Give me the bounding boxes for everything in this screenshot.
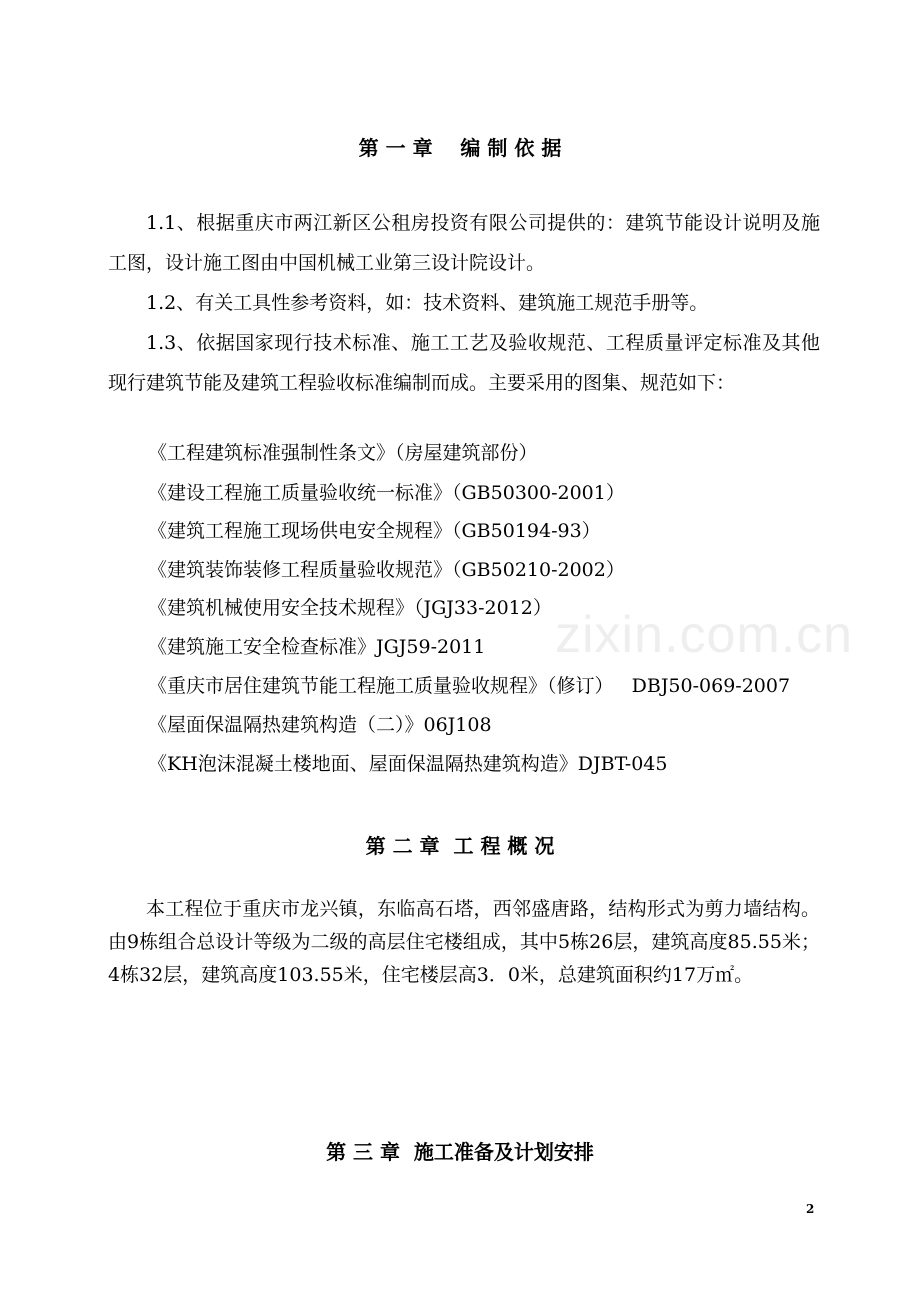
chapter-2-heading: 第 二 章 工 程 概 况 (365, 834, 555, 858)
reference-item: 《工程建筑标准强制性条文》（房屋建筑部份） (148, 442, 538, 464)
reference-item: 《屋面保温隔热建筑构造（二）》06J108 (148, 714, 492, 736)
watermark: zixin.com.cn (555, 606, 854, 664)
page-number: 2 (806, 1202, 815, 1216)
reference-item: 《建筑机械使用安全技术规程》（JGJ33-2012） (148, 597, 552, 619)
reference-item: 《重庆市居住建筑节能工程施工质量验收规程》（修订） DBJ50-069-2007 (148, 675, 791, 697)
reference-item: 《建筑工程施工现场供电安全规程》（GB50194-93） (148, 520, 601, 542)
reference-item: 《建筑装饰装修工程质量验收规范》（GB50210-2002） (148, 559, 625, 581)
paragraph-1-2: 1.2、有关工具性参考资料，如：技术资料、建筑施工规范手册等。 (146, 292, 709, 314)
paragraph-1-3: 1.3、依据国家现行技术标准、施工工艺及验收规范、工程质量评定标准及其他现行建筑节能及建筑工程验收标准编制而成。主要采用的图集、规范如下： (108, 332, 820, 394)
paragraph-2-1: 本工程位于重庆市龙兴镇，东临高石塔，西邻盛唐路，结构形式为剪力墙结构。由9栋组合总设计等级为二级的高层住宅楼组成，其中5栋26层，建筑高度85.55米；4栋32层，建筑高度103.55米，住宅楼层高3．0米，总建筑面积约17万㎡。 (108, 898, 820, 986)
reference-item: 《建筑施工安全检查标准》JGJ59-2011 (148, 636, 486, 658)
reference-item: 《建设工程施工质量验收统一标准》（GB50300-2001） (148, 482, 625, 504)
chapter-1-heading: 第 一 章 编 制 依 据 (358, 136, 562, 160)
reference-item: 《KH泡沫混凝土楼地面、屋面保温隔热建筑构造》DJBT-045 (148, 753, 668, 775)
paragraph-1-1: 1.1、根据重庆市两江新区公租房投资有限公司提供的：建筑节能设计说明及施工图，设计施工图由中国机械工业第三设计院设计。 (108, 212, 820, 274)
chapter-3-heading: 第 三 章 施工准备及计划安排 (326, 1140, 594, 1164)
